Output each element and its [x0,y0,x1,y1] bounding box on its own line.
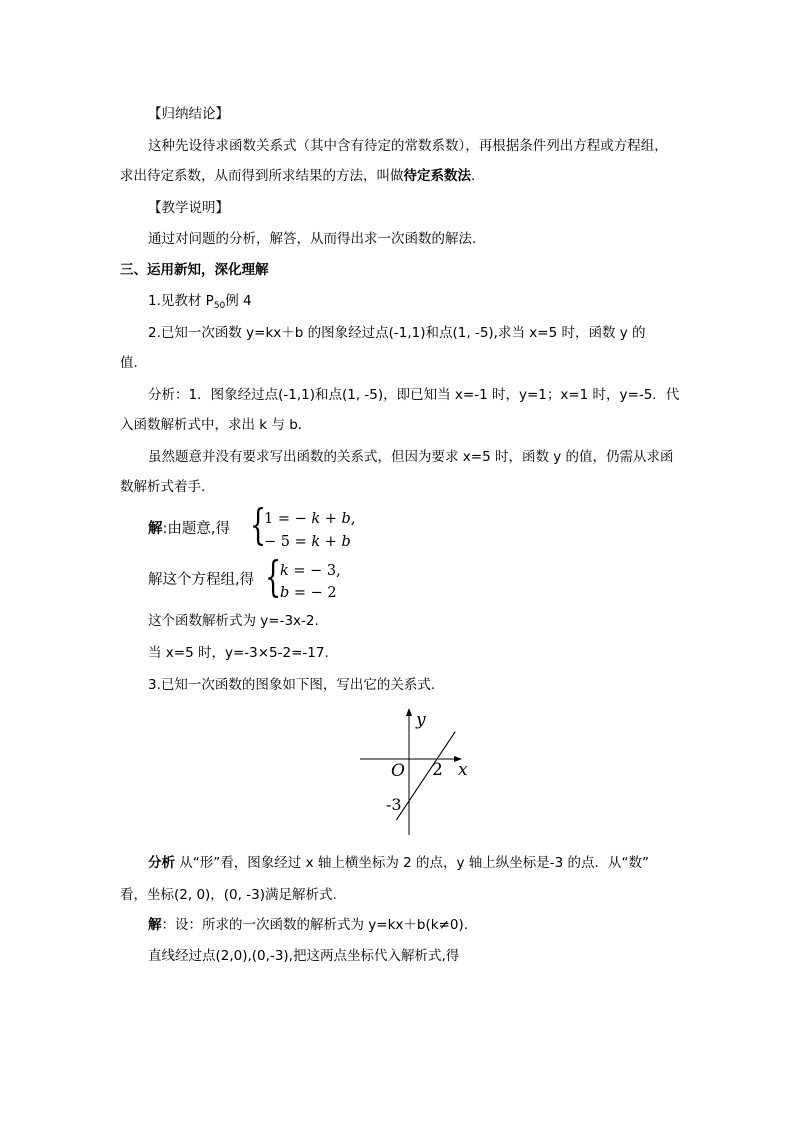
system-1-equation-1: 1 = − k + b, [264,511,356,527]
system-2-brace: { [265,552,282,601]
value-line: 当 x=5 时，y=-3×5-2=-17. [148,645,329,661]
item-1-prefix: 1.见教材 P [148,293,214,309]
solve-intro: 解这个方程组,得 [148,572,255,588]
item-1-suffix: 例 4 [225,293,252,309]
summary-body-line2-prefix: 求出待定系数，从而得到所求结果的方法，叫做 [120,168,404,184]
summary-body-line1: 这种先设待求函数关系式（其中含有待定的常数系数），再根据条件列出方程或方程组， [148,138,668,154]
item-3: 3.已知一次函数的图象如下图，写出它的关系式. [148,677,436,693]
summary-heading: 【归纳结论】 [148,106,229,122]
item-2-line1: 2.已知一次函数 y=kx＋b 的图象经过点(-1,1)和点(1, -5),求当 x=5 时，函数 y 的 [148,325,646,341]
item-3-solution-line1 [148,915,468,935]
result-line: 这个函数解析式为 y=-3x-2. [148,613,319,629]
system-2-equation-1: k = − 3, [280,563,341,579]
item-3-solution-label: 解 [148,917,162,933]
summary-body-line2 [120,166,475,186]
teaching-note-heading: 【教学说明】 [148,200,229,216]
item-3-analysis-text: 从“形”看，图象经过 x 轴上横坐标为 2 的点，y 轴上纵坐标是-3 的点．从“数” [175,855,650,871]
item-3-solution-text: ：设：所求的一次函数的解析式为 y=kx＋b(k≠0). [161,917,469,933]
solution-label: 解 [148,521,163,537]
item-3-solution-line2: 直线经过点(2,0),(0,-3),把这两点坐标代入解析式,得 [148,948,460,964]
system-1-brace: { [250,500,267,549]
item-3-analysis-line2: 看，坐标(2, 0)，(0, -3)满足解析式. [120,887,337,903]
item-1 [148,291,252,311]
solution-intro-text: :由题意,得 [162,521,230,537]
system-2-equation-2: b = − 2 [280,585,337,601]
linear-function-graph [356,707,476,839]
x-intercept-label: 2 [432,760,443,780]
y-axis-label: y [416,710,426,730]
item-3-analysis-line1 [148,853,649,873]
item-3-analysis-label: 分析 [148,855,175,871]
y-axis-arrow-icon [406,708,412,716]
analysis-line4: 数解析式着手. [120,479,206,495]
origin-label: O [391,761,405,781]
teaching-note-body: 通过对问题的分析，解答，从而得出求一次函数的解法. [148,231,477,247]
analysis-line1: 分析：1．图象经过点(-1,1)和点(1, -5)，即已知当 x=-1 时，y=1；x=1 时，y=-5．代 [148,387,680,403]
solution-intro [148,519,230,539]
item-2-line2: 值. [120,355,138,371]
function-line [396,732,455,820]
item-1-page-subscript: 50 [213,301,226,311]
section-3-title: 三、运用新知，深化理解 [120,262,269,278]
analysis-line3: 虽然题意并没有要求写出函数的关系式，但因为要求 x=5 时，函数 y 的值，仍需从求函 [148,449,674,465]
system-1-equation-2: − 5 = k + b [264,534,351,550]
summary-body-line2-end: . [471,168,476,184]
key-term-undetermined-coefficients: 待定系数法 [403,168,471,184]
analysis-line2: 入函数解析式中，求出 k 与 b． [120,417,312,433]
y-intercept-label: -3 [386,795,402,814]
x-axis-label: x [458,760,468,780]
